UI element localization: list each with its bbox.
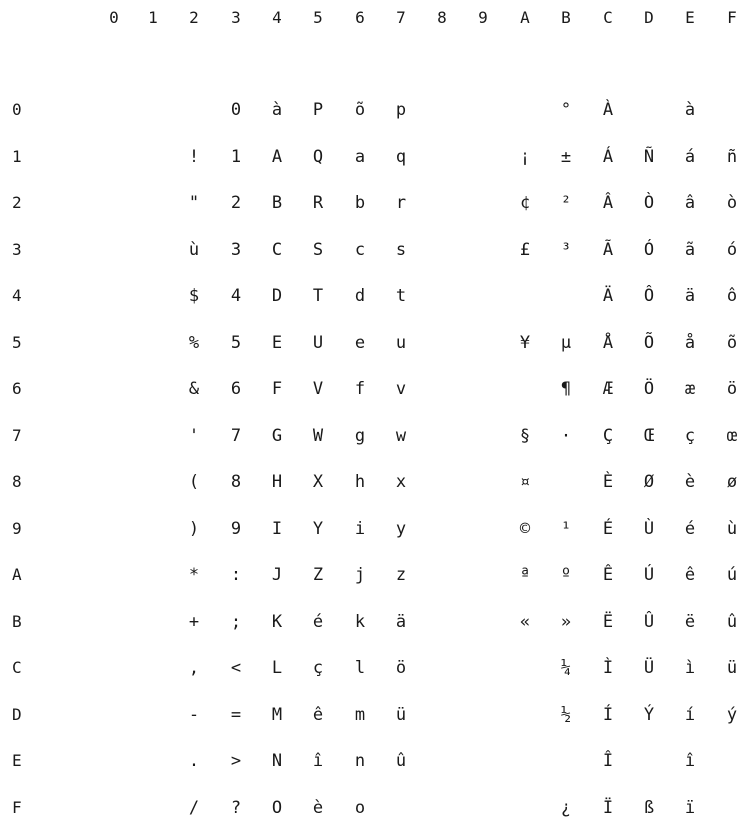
glyph-cell: § [519, 425, 531, 446]
glyph-cell: º [560, 565, 572, 585]
row-header-6: 6 [12, 379, 22, 398]
glyph-cell: è [312, 797, 324, 818]
glyph-cell: ¢ [519, 193, 531, 213]
column-header-c: C [603, 8, 613, 27]
glyph-cell: q [395, 146, 407, 167]
glyph-cell: g [354, 425, 366, 446]
glyph-cell: ¡ [519, 146, 531, 167]
glyph-cell: á [684, 146, 696, 167]
glyph-cell: ù [188, 239, 200, 260]
glyph-cell: > [230, 751, 242, 771]
glyph-cell: è [684, 472, 696, 492]
column-header-e: E [685, 8, 695, 27]
glyph-cell: Ã [602, 239, 614, 260]
glyph-cell: ã [684, 239, 696, 260]
glyph-cell: Ì [602, 658, 614, 678]
glyph-cell: u [395, 332, 407, 353]
column-header-5: 5 [313, 8, 323, 27]
glyph-cell: à [684, 100, 696, 120]
glyph-cell: ú [726, 565, 738, 585]
glyph-cell: î [684, 751, 696, 771]
glyph-cell: , [188, 658, 200, 678]
glyph-cell: ä [684, 286, 696, 306]
glyph-cell: Í [602, 704, 614, 725]
glyph-cell: ¹ [560, 518, 572, 539]
glyph-cell: b [354, 193, 366, 213]
glyph-cell: Ñ [643, 146, 655, 167]
glyph-cell: é [312, 611, 324, 632]
glyph-cell: A [271, 146, 283, 167]
column-header-8: 8 [437, 8, 447, 27]
glyph-cell: Â [602, 193, 614, 213]
glyph-cell: F [271, 379, 283, 399]
glyph-cell: 5 [230, 332, 242, 353]
row-header-3: 3 [12, 239, 22, 259]
glyph-cell: ' [188, 425, 200, 446]
glyph-cell: S [312, 239, 324, 260]
glyph-cell: 8 [230, 472, 242, 492]
glyph-cell: W [312, 425, 324, 446]
glyph-cell: ! [188, 146, 200, 167]
glyph-cell: È [602, 472, 614, 492]
glyph-cell: 2 [230, 193, 242, 213]
glyph-cell: ë [684, 611, 696, 632]
glyph-cell: p [395, 100, 407, 120]
row-header-5: 5 [12, 332, 22, 352]
glyph-cell: Æ [602, 379, 614, 399]
glyph-cell: % [188, 332, 200, 353]
glyph-cell: Ø [643, 472, 655, 492]
glyph-cell: : [230, 565, 242, 585]
row-header-a: A [12, 565, 22, 584]
glyph-cell: Ê [602, 565, 614, 585]
glyph-cell: Ò [643, 193, 655, 213]
glyph-cell: Î [602, 751, 614, 771]
glyph-cell: õ [354, 100, 366, 120]
glyph-cell: a [354, 146, 366, 167]
glyph-cell: 7 [230, 425, 242, 446]
row-header-c: C [12, 658, 22, 677]
glyph-cell: ï [684, 797, 696, 818]
glyph-cell: y [395, 518, 407, 539]
glyph-cell: â [684, 193, 696, 213]
glyph-cell: m [354, 704, 366, 725]
glyph-cell: + [188, 611, 200, 632]
glyph-cell: D [271, 286, 283, 306]
glyph-cell: ? [230, 797, 242, 818]
column-header-9: 9 [478, 8, 488, 27]
glyph-cell: ( [188, 472, 200, 492]
glyph-cell: ò [726, 193, 738, 213]
glyph-cell: ô [726, 286, 738, 306]
glyph-cell: C [271, 239, 283, 260]
glyph-cell: ² [560, 193, 572, 213]
glyph-cell: ö [726, 379, 738, 399]
glyph-cell: = [230, 704, 242, 725]
glyph-cell: I [271, 518, 283, 539]
glyph-cell: N [271, 751, 283, 771]
glyph-cell: r [395, 193, 407, 213]
glyph-cell: c [354, 239, 366, 260]
glyph-cell: ¶ [560, 379, 572, 399]
column-header-6: 6 [355, 8, 365, 27]
glyph-cell: ¤ [519, 472, 531, 492]
row-header-d: D [12, 704, 22, 724]
glyph-cell: ý [726, 704, 738, 725]
glyph-cell: e [354, 332, 366, 353]
glyph-cell: l [354, 658, 366, 678]
glyph-cell: / [188, 797, 200, 818]
row-header-7: 7 [12, 425, 22, 445]
row-header-2: 2 [12, 193, 22, 212]
glyph-cell: i [354, 518, 366, 539]
glyph-cell: n [354, 751, 366, 771]
column-header-3: 3 [231, 8, 241, 27]
glyph-cell: M [271, 704, 283, 725]
glyph-cell: Á [602, 146, 614, 167]
glyph-cell: Ç [602, 425, 614, 446]
glyph-cell: µ [560, 332, 572, 353]
column-header-7: 7 [396, 8, 406, 27]
glyph-cell: î [312, 751, 324, 771]
glyph-cell: U [312, 332, 324, 353]
glyph-cell: · [560, 425, 572, 446]
glyph-cell: Û [643, 611, 655, 632]
glyph-cell: ü [726, 658, 738, 678]
glyph-cell: X [312, 472, 324, 492]
glyph-cell: < [230, 658, 242, 678]
glyph-cell: E [271, 332, 283, 353]
glyph-cell: Q [312, 146, 324, 167]
glyph-cell: & [188, 379, 200, 399]
glyph-cell: ± [560, 146, 572, 167]
glyph-cell: * [188, 565, 200, 585]
glyph-cell: û [395, 751, 407, 771]
glyph-cell: å [684, 332, 696, 353]
glyph-cell: ä [395, 611, 407, 632]
glyph-cell: J [271, 565, 283, 585]
glyph-cell: ° [560, 100, 572, 120]
glyph-cell: « [519, 611, 531, 632]
column-header-4: 4 [272, 8, 282, 27]
glyph-cell: ß [643, 797, 655, 818]
glyph-cell: Ù [643, 518, 655, 539]
glyph-cell: t [395, 286, 407, 306]
glyph-cell: » [560, 611, 572, 632]
column-header-f: F [727, 8, 737, 27]
glyph-cell: Õ [643, 332, 655, 353]
column-header-0: 0 [109, 8, 119, 27]
glyph-cell: é [684, 518, 696, 539]
glyph-cell: Œ [643, 425, 655, 446]
row-header-f: F [12, 797, 22, 817]
glyph-cell: Ö [643, 379, 655, 399]
glyph-cell: o [354, 797, 366, 818]
row-header-8: 8 [12, 472, 22, 491]
glyph-cell: Ë [602, 611, 614, 632]
column-header-d: D [644, 8, 654, 27]
glyph-cell: . [188, 751, 200, 771]
glyph-cell: 0 [230, 100, 242, 120]
glyph-cell: w [395, 425, 407, 446]
glyph-cell: 1 [230, 146, 242, 167]
glyph-cell: ) [188, 518, 200, 539]
glyph-cell: ç [684, 425, 696, 446]
glyph-cell: ù [726, 518, 738, 539]
glyph-cell: £ [519, 239, 531, 260]
glyph-cell: Å [602, 332, 614, 353]
glyph-cell: Ó [643, 239, 655, 260]
glyph-cell: v [395, 379, 407, 399]
glyph-cell: R [312, 193, 324, 213]
glyph-cell: Ä [602, 286, 614, 306]
glyph-cell: à [271, 100, 283, 120]
glyph-cell: B [271, 193, 283, 213]
glyph-cell: f [354, 379, 366, 399]
glyph-cell: h [354, 472, 366, 492]
glyph-cell: d [354, 286, 366, 306]
glyph-cell: T [312, 286, 324, 306]
column-header-2: 2 [189, 8, 199, 27]
glyph-cell: ¥ [519, 332, 531, 353]
glyph-cell: ó [726, 239, 738, 260]
glyph-cell: 9 [230, 518, 242, 539]
glyph-cell: © [519, 518, 531, 539]
glyph-cell: É [602, 518, 614, 539]
glyph-cell: ö [395, 658, 407, 678]
glyph-cell: z [395, 565, 407, 585]
glyph-cell: ; [230, 611, 242, 632]
column-header-1: 1 [148, 8, 158, 27]
glyph-cell: Ü [643, 658, 655, 678]
glyph-cell: P [312, 100, 324, 120]
glyph-cell: 3 [230, 239, 242, 260]
glyph-cell: $ [188, 286, 200, 306]
glyph-cell: ³ [560, 239, 572, 260]
glyph-cell: ½ [560, 704, 572, 725]
column-header-b: B [561, 8, 571, 27]
glyph-cell: ª [519, 565, 531, 585]
glyph-cell: í [684, 704, 696, 725]
glyph-cell: Ú [643, 565, 655, 585]
row-header-b: B [12, 611, 22, 631]
glyph-cell: " [188, 193, 200, 213]
glyph-cell: ê [684, 565, 696, 585]
row-header-4: 4 [12, 286, 22, 305]
glyph-cell: ü [395, 704, 407, 725]
glyph-cell: ¿ [560, 797, 572, 818]
glyph-cell: G [271, 425, 283, 446]
glyph-cell: æ [684, 379, 696, 399]
glyph-cell: ñ [726, 146, 738, 167]
row-header-9: 9 [12, 518, 22, 538]
row-header-0: 0 [12, 100, 22, 119]
column-header-a: A [520, 8, 530, 27]
glyph-cell: Ô [643, 286, 655, 306]
glyph-cell: ¼ [560, 658, 572, 678]
glyph-cell: 6 [230, 379, 242, 399]
glyph-cell: s [395, 239, 407, 260]
glyph-cell: 4 [230, 286, 242, 306]
glyph-cell: Ï [602, 797, 614, 818]
row-header-1: 1 [12, 146, 22, 166]
glyph-cell: ê [312, 704, 324, 725]
glyph-cell: V [312, 379, 324, 399]
row-header-e: E [12, 751, 22, 770]
glyph-cell: K [271, 611, 283, 632]
glyph-cell: Y [312, 518, 324, 539]
glyph-cell: - [188, 704, 200, 725]
glyph-cell: õ [726, 332, 738, 353]
glyph-cell: û [726, 611, 738, 632]
glyph-cell: À [602, 100, 614, 120]
glyph-cell: j [354, 565, 366, 585]
glyph-cell: H [271, 472, 283, 492]
glyph-cell: O [271, 797, 283, 818]
glyph-cell: k [354, 611, 366, 632]
glyph-cell: Ý [643, 704, 655, 725]
glyph-cell: L [271, 658, 283, 678]
glyph-cell: œ [726, 425, 738, 446]
glyph-cell: Z [312, 565, 324, 585]
glyph-cell: ø [726, 472, 738, 492]
glyph-cell: ì [684, 658, 696, 678]
glyph-cell: x [395, 472, 407, 492]
glyph-cell: ç [312, 658, 324, 678]
